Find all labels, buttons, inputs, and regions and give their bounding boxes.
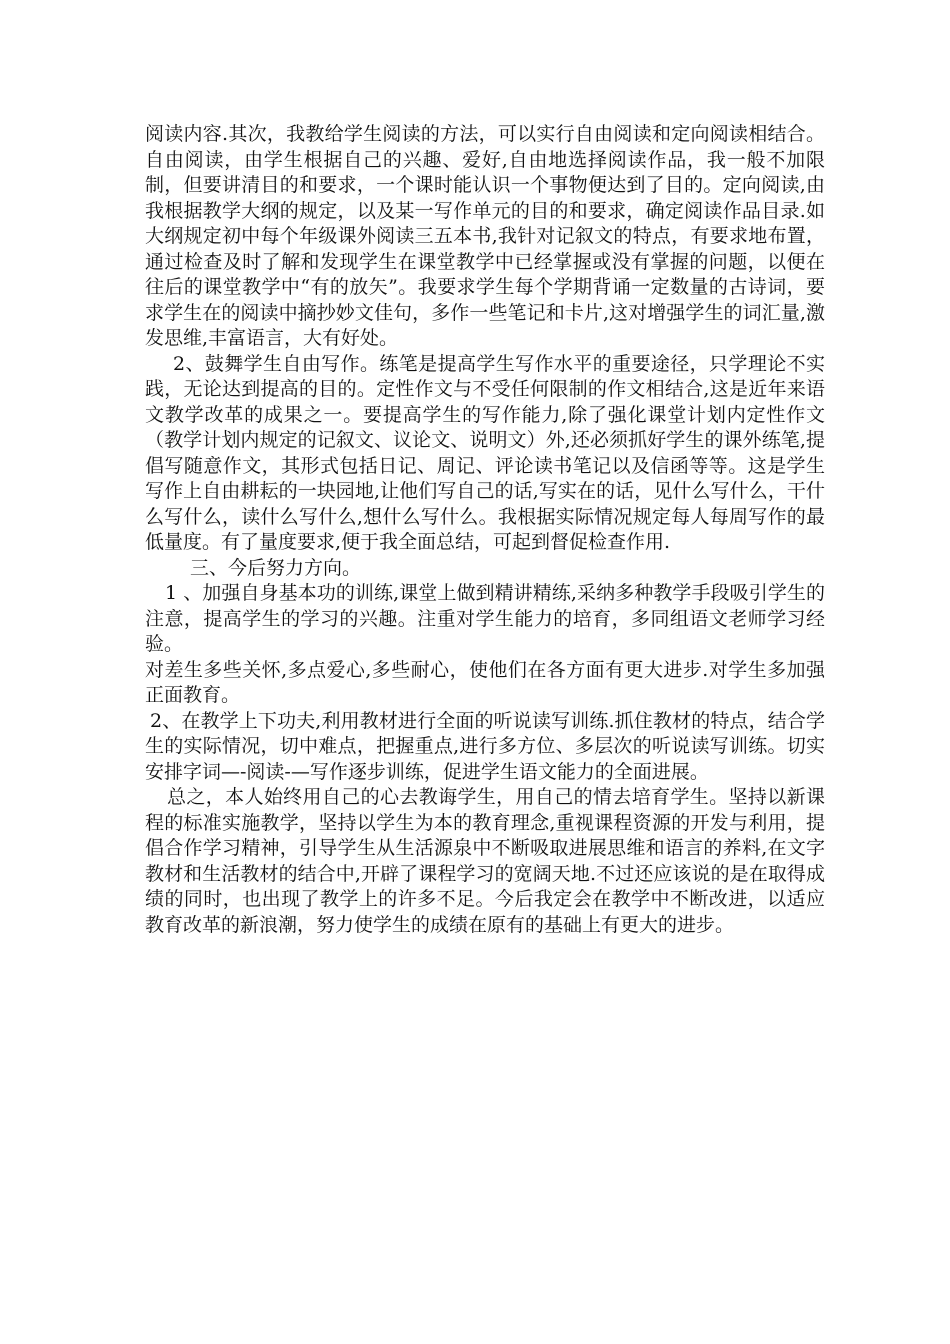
section-heading-future-direction: 三、今后努力方向。: [190, 556, 362, 579]
paragraph-reading-methods: 阅读内容.其次，我教给学生阅读的方法，可以实行自由阅读和定向阅读相结合。自由阅读，由学生根据自己的兴趣、爱好,自由地选择阅读作品，我一般不加限制，但要讲清目的和要求，一个课时能认识一个事物便达到了目的。定向阅读,由我根据教学大纲的规定，以及某一写作单元的目的和要求，确定阅读作品目录.如大纲规定初中每个年级课外阅读三五本书,我针对记叙文的特点，有要求地布置，通过检查及时了解和发现学生在课堂教学中已经掌握或没有掌握的问题，以便在往后的课堂教学中“有的放矢”。我要求学生每个学期背诵一定数量的古诗词，要求学生在的阅读中摘抄妙文佳句，多作一些笔记和卡片,这对增强学生的词汇量,激发思维,丰富语言，大有好处。: [145, 123, 825, 349]
paragraph-conclusion: 总之，本人始终用自己的心去教诲学生，用自己的情去培育学生。坚持以新课程的标准实施教学，坚持以学生为本的教育理念,重视课程资源的开发与利用，提倡合作学习精神，引导学生从生活源泉中不断吸取进展思维和语言的养料,在文字教材和生活教材的结合中,开辟了课程学习的宽阔天地.不过还应该说的是在取得成绩的同时，也出现了教学上的许多不足。今后我定会在教学中不断改进，以适应教育改革的新浪潮，努力使学生的成绩在原有的基础上有更大的进步。: [145, 786, 825, 936]
paragraph-teaching-training: 2、在教学上下功夫,利用教材进行全面的听说读写训练.抓住教材的特点，结合学生的实际情况，切中难点，把握重点,进行多方位、多层次的听说读写训练。切实安排字词—-阅读-—写作逐步训练，促进学生语文能力的全面进展。: [145, 709, 825, 783]
document-page: [145, 122, 825, 938]
paragraph-free-writing: 2、鼓舞学生自由写作。练笔是提高学生写作水平的重要途径，只学理论不实践，无论达到提高的目的。定性作文与不受任何限制的作文相结合,这是近年来语文教学改革的成果之一。要提高学生的写作能力,除了强化课堂计划内定性作文（教学计划内规定的记叙文、议论文、说明文）外,还必须抓好学生的课外练笔,提倡写随意作文，其形式包括日记、周记、评论读书笔记以及信函等等。这是学生写作上自由耕耘的一块园地,让他们写自己的话,写实在的话，见什么写什么，干什么写什么，读什么写什么,想什么写什么。我根据实际情况规定每人每周写作的最低量度。有了量度要求,便于我全面总结，可起到督促检查作用.: [145, 352, 825, 553]
paragraph-basic-skills: 1 、加强自身基本功的训练,课堂上做到精讲精练,采纳多种教学手段吸引学生的注意，提高学生的学习的兴趣。注重对学生能力的培育，多同组语文老师学习经验。: [145, 582, 825, 655]
paragraph-care-for-students: 对差生多些关怀,多点爱心,多些耐心，使他们在各方面有更大进步.对学生多加强正面教育。: [145, 658, 825, 706]
